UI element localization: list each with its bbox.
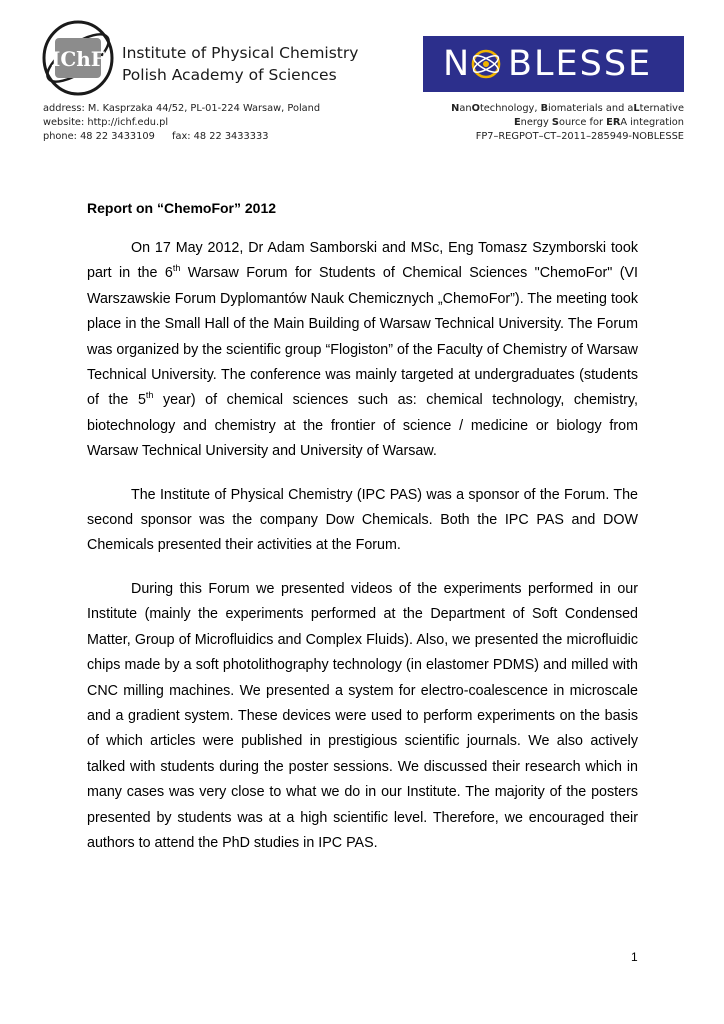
report-title: Report on “ChemoFor” 2012 (87, 200, 277, 216)
noblesse-logo-first-letter: N (443, 44, 471, 84)
svg-text:IChF: IChF (50, 47, 106, 71)
report-body (87, 236, 638, 874)
paragraph-2: The Institute of Physical Chemistry (IPC PAS) was a sponsor of the Forum. The second sponsor was the company Dow Chemicals. Both the IPC PAS and DOW Chemicals presented their activities at the Forum. (87, 486, 638, 554)
address-line: address: M. Kasprzaka 44/52, PL-01-224 Warsaw, Poland (43, 103, 321, 114)
ichf-logo (40, 18, 116, 96)
website-line: website: http://ichf.edu.pl (43, 117, 169, 128)
page-number: 1 (631, 950, 638, 964)
atom-icon (469, 44, 503, 84)
contact-block (43, 102, 320, 144)
noblesse-logo-rest: BLESSE (508, 44, 653, 84)
institute-name (122, 42, 358, 86)
fax-number: fax: 48 22 3433333 (172, 131, 269, 142)
institute-name-line1: Institute of Physical Chemistry (122, 44, 359, 62)
grant-number: FP7–REGPOT–CT–2011–285949-NOBLESSE (475, 131, 684, 142)
project-block (451, 102, 684, 144)
phone-number: phone: 48 22 3433109 (43, 131, 155, 142)
institute-name-line2: Polish Academy of Sciences (122, 66, 337, 84)
acronym-line-2: Energy Source for ERA integration (513, 117, 684, 128)
phone-fax-line (43, 130, 320, 144)
acronym-line-1: NanOtechnology, Biomaterials and aLternative (451, 103, 684, 114)
paragraph-1: On 17 May 2012, Dr Adam Samborski and MSc, Eng Tomasz Szymborski took part in the 6th Warsaw Forum for Students of Chemical Sciences "ChemoFor" (VI Warszawskie Forum Dyplomantów Nauk Chemicznych „ChemoFor”). The meeting took place in the Small Hall of the Main Building of Warsaw Technical University. The Forum was organized by the scientific group “Flogiston” of the Faculty of Chemistry of Warsaw Technical University. The conference was mainly targeted at undergraduates (students of the 5th year) of chemical sciences such as: chemical technology, chemistry, biotechnology and chemistry at the frontier of science / medicine or biology from Warsaw Technical University and University of Warsaw. (87, 240, 639, 460)
paragraph-3: During this Forum we presented videos of the experiments performed in our Institute (mainly the experiments performed at the Department of Soft Condensed Matter, Group of Microfluidics and Complex Fluids). Also, we presented the microfluidic chips made by a soft photolithography technology (in elastomer PDMS) and milled with CNC milling machines. We presented a system for electro-coalescence in microscale and a gradient system. These devices were used to perform experiments on the basis of which articles were published in prestigious scientific journals. We also actively talked with students during the poster sessions. We discussed their research which in many cases was very close to what we do in our Institute. The majority of the posters presented by students was at a high scientific level. Therefore, we encouraged their authors to attend the PhD studies in IPC PAS. (87, 580, 638, 851)
noblesse-logo (423, 36, 684, 92)
